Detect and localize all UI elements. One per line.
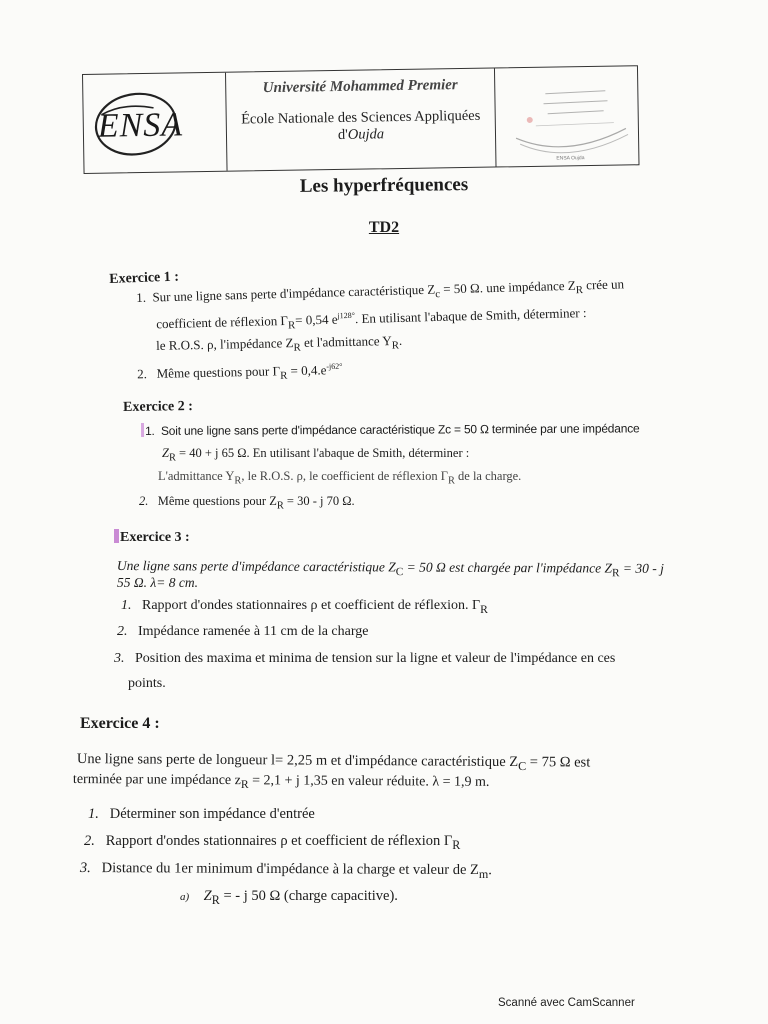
ex4-item-3: 3. Distance du 1er minimum d'impédance à la charge et valeur de $Z_m$. [79,860,492,882]
ex3-item-3: 3. Position des maxima et minima de tension sur la ligne et valeur de l'impédance en ces [114,651,616,666]
ex4-item-1: 1. Déterminer son impédance d'entrée [88,806,315,822]
header-institution [226,69,497,171]
ex4-item-2: 2. Rapport d'ondes stationnaires ρ et coefficient de réflexion $\Gamma_R$ [84,833,461,852]
ex2-q1-line2: $Z_R = 40 + j$ 65 Ω. En utilisant l'abaque de Smith, déterminer : [162,446,470,464]
ensa-logo-icon [83,73,225,173]
highlight-mark [141,423,144,437]
ex4-intro-line2: terminée par une impédance $z_R = 2,1 + j$ 1,35 en valeur réduite. λ = 1,9 m. [72,772,490,792]
ex3-item-1: 1. Rapport d'ondes stationnaires ρ et coefficient de réflexion. $\Gamma_R$ [121,598,488,616]
stamp-icon [495,66,637,166]
school-name: École Nationale des Sciences Appliquées [241,107,481,128]
ex1-heading: Exercice 1 : [109,269,180,287]
school-logo [83,73,228,173]
document-title: Les hyperfréquences [299,174,469,197]
ex3-intro-line1: Une ligne sans perte d'impédance caractéristique $Z_C = 50$ Ω est chargée par l'impédance $Z_R = 30 - j$ [116,558,664,580]
header-box [82,65,640,174]
ex1-q1-line2: coefficient de réflexion $\Gamma_R= 0,54$ $e^{j128^\circ}$. En utilisant l'abaque de Smith, déterminer : [156,305,587,332]
ex4-intro-line1: Une ligne sans perte de longueur l= 2,25 m et d'impédance caractéristique $Z_C = 75$ Ω est [76,751,591,774]
university-name: Université Mohammed Premier [262,77,458,97]
ex3-heading: Exercice 3 : [114,529,190,546]
ex4-heading: Exercice 4 : [80,715,160,732]
svg-text:ENSA: ENSA [97,106,184,145]
highlight-mark [114,529,119,543]
ex1-q2: 2. Même questions pour $\Gamma_R = 0,4.e^{-j62^\circ}$ [137,361,343,382]
svg-text:ENSA Oujda: ENSA Oujda [556,155,585,162]
ex2-q2: 2. Même questions pour $Z_R = 30 - j$ 70 Ω. [139,494,355,512]
ex1-q1-line1: 1. Sur une ligne sans perte d'impédance caractéristique $Z_c = 50$ Ω. une impédance $Z_R$ crée un [136,276,625,305]
school-city: d'Oujda [337,126,385,143]
ex3-intro-line2: 55 Ω. λ= 8 cm. [117,575,198,590]
ex2-q1-line3: L'admittance $Y_R$, le R.O.S. ρ, le coefficient de réflexion $\Gamma_R$ de la charge. [158,469,522,487]
ex3-item-2: 2. Impédance ramenée à 11 cm de la charge [117,624,369,639]
school-seal [495,66,639,166]
ex3-item-3-cont: points. [128,676,166,691]
document-subtitle: TD2 [368,219,400,236]
ex4-sub-a: a) $Z_R$ = - j 50 Ω (charge capacitive). [180,888,398,907]
footer-watermark: Scanné avec CamScanner [498,997,635,1009]
ex1-q1-line3: le R.O.S. ρ, l'impédance $Z_R$ et l'admittance $Y_R$. [156,332,403,354]
ex2-heading: Exercice 2 : [123,399,193,415]
ex2-q1-line1: 1. Soit une ligne sans perte d'impédance caractéristique Zc = 50 Ω terminée par une impédance [141,420,640,438]
